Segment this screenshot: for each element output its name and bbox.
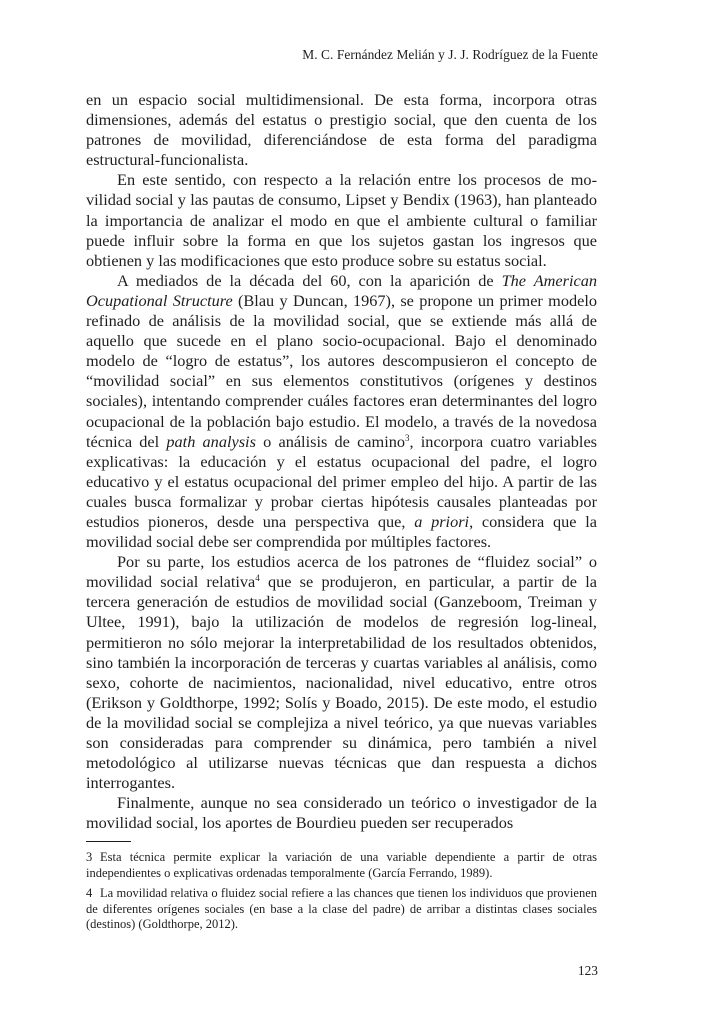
footnote-ref-4[interactable]: 4 xyxy=(255,573,260,584)
a-priori-term: a priori xyxy=(414,511,470,531)
path-analysis-term: path analysis xyxy=(166,431,256,451)
paragraph-4-part-b: que se produjeron, en particular, a partir de la tercera generación de estudios de movilidad social (Ganzeboom, Treiman y Ultee, 1991), bajo la utilización de modelos de regresión log-lineal, permitieron no sólo mejorar la interpretabilidad de los resultados obtenidos, sino también la incorporación de terceras y cuartas variables al análisis, como sexo, cohorte de nacimientos, nacionalidad, nivel educativo, entre otros (Erikson y Goldthorpe, 1992; Solís y Boado, 2015). De este modo, el estudio de la movilidad social se complejiza a nivel teórico, ya que nuevas variables son consideradas para comprender su dinámica, pero también a nivel metodológico al utilizarse nuevas técnicas que dan respuesta a dichos interrogantes. xyxy=(86,572,597,793)
footnote-ref-3[interactable]: 3 xyxy=(405,432,410,443)
footnote-text: Esta técnica permite explicar la variación de una variable dependiente a partir de otras independientes o explicativas ordenadas temporalmente (García Ferrando, 1989). xyxy=(86,850,597,880)
footnotes xyxy=(86,850,597,938)
book-title: The American Ocupational Structure xyxy=(86,270,597,310)
paragraph-3-part-b: (Blau y Duncan, 1967), se propone un primer modelo refinado de análisis de la movilidad social, que se extiende más allá de aquello que sucede en el plano socio-ocupacional. Bajo el denominado modelo de “logro de estatus”, los autores descompusieron el concepto de “movilidad social” en sus elementos constitutivos (orígenes y destinos sociales), intentando comprender cuáles factores eran determinantes del logro ocupacional de la población bajo estudio. El modelo, a través de la novedosa técnica del xyxy=(86,290,597,451)
paragraph-4-part-a: Por su parte, los estudios acerca de los patrones de “fluidez social” o movilidad social relativa xyxy=(86,552,597,592)
footnote-number: 4 xyxy=(86,886,93,901)
footnote-divider xyxy=(86,841,131,842)
footnote-4 xyxy=(86,886,597,933)
paragraph-3-part-d: , incorpora cuatro variables explicativas: la educación y el estatus ocupacional del padre, el logro educativo y el estatus ocupacional del primer empleo del hijo. A partir de las cuales busca formalizar y probar ciertas hipótesis causales planteadas por estudios pioneros, desde una perspectiva que, xyxy=(86,431,598,531)
paragraph-3-part-a: A mediados de la década del 60, con la aparición de xyxy=(117,270,502,290)
running-head: M. C. Fernández Melián y J. J. Rodríguez de la Fuente xyxy=(302,47,598,62)
paragraph-5: Finalmente, aunque no sea considerado un teórico o investigador de la movilidad social, los aportes de Bourdieu pueden ser recuperados xyxy=(86,793,597,833)
paragraph-3 xyxy=(86,271,597,552)
paragraph-1: en un espacio social multidimensional. De esta forma, incorpora otras dimensiones, además del estatus o prestigio social, que den cuenta de los patrones de movilidad, diferenciándose de esta forma del paradigma estructural-funcionalista. xyxy=(86,90,597,170)
paragraph-2: En este sentido, con respecto a la relación entre los procesos de movilidad social y las pautas de consumo, Lipset y Bendix (1963), han planteado la importancia de analizar el modo en que el ambiente cultural o familiar puede influir sobre la forma en que los sujetos gastan los ingresos que obtienen y las modificaciones que esto produce sobre su estatus social. xyxy=(86,170,597,270)
page-number: 123 xyxy=(577,963,598,978)
paragraph-3-part-c: o análisis de camino xyxy=(255,431,405,451)
body-text xyxy=(86,90,597,833)
paragraph-3-part-e: , considera que la movilidad social debe ser comprendida por múltiples factores. xyxy=(86,511,598,552)
footnote-number: 3 xyxy=(86,850,93,864)
footnote-text: La movilidad relativa o fluidez social refiere a las chances que tienen los individuos que provienen de diferentes orígenes sociales (en base a la clase del padre) de arribar a distintas clases sociales (destinos) (Goldthorpe, 2012). xyxy=(86,886,597,932)
paragraph-4 xyxy=(86,552,597,793)
footnote-3 xyxy=(86,850,597,881)
